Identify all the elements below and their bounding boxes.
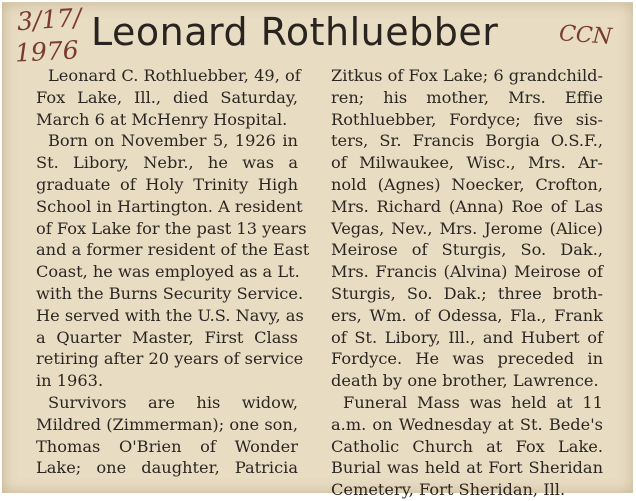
text-line: of Milwaukee, Wisc., Mrs. Ar-: [331, 153, 603, 173]
text-line: Mildred (Zimmerman); one son,: [36, 414, 298, 434]
text-line: ers, Wm. of Odessa, Fla., Frank: [331, 305, 603, 325]
text-line: St. Libory, Nebr., he was a: [36, 153, 298, 173]
text-line: Burial was held at Fort Sheridan: [331, 458, 603, 478]
text-line: in 1963.: [36, 371, 104, 391]
text-line: Meirose of Sturgis, So. Dak.,: [331, 240, 603, 260]
text-line: He served with the U.S. Navy, as: [36, 305, 304, 325]
text-line: a Quarter Master, First Class: [36, 327, 298, 347]
text-line: Survivors are his widow,: [48, 392, 298, 412]
text-line: and a former resident of the East: [36, 240, 310, 260]
text-line: nold (Agnes) Noecker, Crofton,: [331, 174, 603, 194]
text-line: March 6 at McHenry Hospital.: [36, 109, 288, 129]
text-line: of Fox Lake for the past 13 years: [36, 218, 307, 238]
handwritten-initials: CCN: [558, 21, 613, 50]
text-line: ren; his mother, Mrs. Effie: [331, 87, 603, 107]
text-line: School in Hartington. A resident: [36, 196, 303, 216]
newspaper-clipping: [2, 2, 633, 500]
text-line: Born on November 5, 1926 in: [48, 131, 298, 151]
text-line: Fordyce. He was preceded in: [331, 349, 603, 369]
text-line: Vegas, Nev., Mrs. Jerome (Alice): [331, 218, 603, 238]
text-line: Mrs. Francis (Alvina) Meirose of: [331, 262, 603, 282]
text-line: Thomas O'Brien of Wonder: [36, 436, 298, 456]
text-line: Mrs. Richard (Anna) Roe of Las: [331, 196, 603, 216]
text-line: Catholic Church at Fox Lake.: [331, 436, 603, 456]
text-line: ters, Sr. Francis Borgia O.S.F.,: [331, 131, 603, 151]
obituary-headline: Leonard Rothluebber: [91, 10, 499, 54]
handwritten-date-month-day: 3/17/: [16, 2, 83, 37]
text-line: Leonard C. Rothluebber, 49, of: [48, 66, 301, 85]
handwritten-date-year: 1976: [14, 35, 80, 68]
text-line: Fox Lake, Ill., died Saturday,: [36, 87, 298, 107]
text-line: with the Burns Security Service.: [36, 283, 304, 303]
text-line: Sturgis, So. Dak.; three broth-: [331, 283, 603, 303]
obituary-left-column: [36, 65, 310, 479]
text-line: Funeral Mass was held at 11: [343, 392, 603, 412]
text-line: Lake; one daughter, Patricia: [36, 458, 298, 478]
obituary-right-column: [331, 65, 603, 501]
text-line: Cemetery, Fort Sheridan, Ill.: [331, 480, 566, 500]
text-line: retiring after 20 years of service: [36, 349, 304, 369]
text-line: of St. Libory, Ill., and Hubert of: [331, 327, 603, 347]
text-line: a.m. on Wednesday at St. Bede's: [331, 414, 603, 434]
text-line: Rothluebber, Fordyce; five sis-: [331, 109, 603, 129]
text-line: death by one brother, Lawrence.: [331, 371, 599, 391]
text-line: Zitkus of Fox Lake; 6 grandchild-: [331, 66, 603, 85]
text-line: graduate of Holy Trinity High: [36, 174, 298, 194]
text-line: Coast, he was employed as a Lt.: [36, 262, 300, 282]
